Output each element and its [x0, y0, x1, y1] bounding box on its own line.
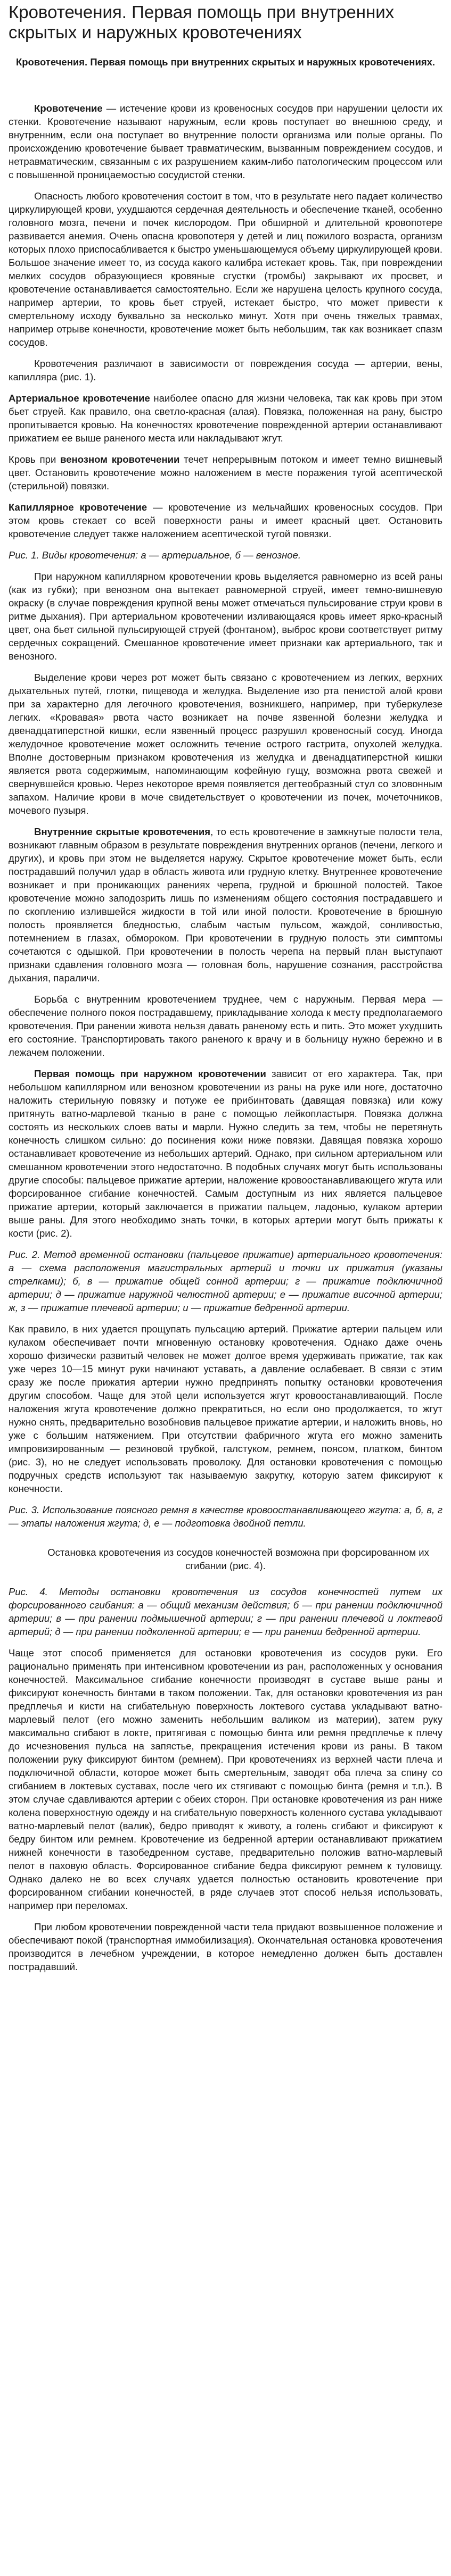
venous-before: Кровь при [9, 454, 61, 465]
hold-paragraph: Как правило, в них удается прощупать пульсацию артерий. Прижатие артерии пальцем или кулаком обеспечивает почти мгновенную остановку кровотечения. Однако даже очень хорошо физически развитый человек не может долгое время удерживать прижатие, так как уже через 10—15 минут руки начинают уставать, а давление ослабевает. В связи с этим сразу же после прижатия артерии нужно предпринять попытку остановки кровотечения другим способом. Чаще для этой цели используется жгут кровоостанавливающий. После наложения жгута кровотечение должно прекратиться, но если оно продолжается, то жгут нужно снять, предварительно возобновив пальцевое прижатие артерии, и наложить вновь, но уже с большим натяжением. При отсутствии фабричного жгута его можно заменить импровизированным — резиновой трубкой, галстуком, ремнем, поясом, платком, бинтом (рис. 3), но не следует использовать проволоку. Для остановки кровотечения с помощью подручных средств используют так называемую закрутку, которую затем фиксируют к конечности. [9, 1323, 442, 1494]
mixed-paragraph: При наружном капиллярном кровотечении кровь выделяется равномерно из всей раны (как из губки); при венозном она вытекает равномерной струей, имеет темно-вишневую окраску (в случае повреждения крупной вены может отмечаться пульсирование струи крови в ритме дыхания). При артериальном кровотечении изливающаяся кровь имеет ярко-красный цвет, она бьет сильной пульсирующей струей (фонтаном), выброс крови соответствует ритму сердечных сокращений. Смешанное кровотечение имеет признаки как артериального, так и венозного. [9, 571, 442, 662]
method-paragraph: Чаще этот способ применяется для остановки кровотечения из сосудов руки. Его рационально применять при интенсивном кровотечении из ран, расположенных у основания конечностей. Максимальное сгибание конечности производят в суставе выше раны и фиксируют конечность бинтами в таком положении. Так, для остановки кровотечения из ран предплечья и кисти на сгибательную поверхность локтевого сустава укладывают ватно-марлевый пелот (его можно заменить небольшим валиком из материи), затем руку максимально сгибают в локте, притягивая с помощью бинта или ремня предплечье к плечу до исчезновения пульса на запястье, прекращения истечения крови из раны. В таком положении руку фиксируют бинтом (ремнем). При кровотечениях из верхней части плеча и подключичной области, которое может быть смертельным, заводят оба плеча за спину со сгибанием в локтевых суставах, после чего их стягивают с помощью бинта (ремня и т.п.). В этом случае сдавливаются артерии с обеих сторон. При остановке кровотечения из ран ниже колена поверхностную одежду и на сгибательную поверхность коленного сустава укладывают ватно-марлевый пелот (валик), бедро приводят к животу, а голень сгибают и фиксируют к бедру бинтом или ремнем. Кровотечение из бедренной артерии останавливают прижатием нижней конечности в тазобедренном суставе, предварительно положив ватно-марлевый пелот в паховую область. Форсированное сгибание бедра фиксируют ремнем к туловищу. Однако далеко не во всех случаях удается полностью остановить кровотечение при форсированном сгибании конечностей, в ряде случаев этот способ нельзя использовать, например при переломах. [9, 1647, 442, 1911]
capillary-paragraph [9, 501, 442, 540]
forced-flexion-heading: Остановка кровотечения из сосудов конечностей возможна при форсированном их сгибании (рис. 4). [47, 1547, 429, 1571]
types-intro-paragraph: Кровотечения различают в зависимости от повреждения сосуда — артерии, вены, капилляра (рис. 1). [9, 358, 442, 382]
intro-paragraph [9, 102, 442, 181]
capillary-text: — кровотечение из мельчайших кровеносных сосудов. При этом кровь стекает со всей поверхности раны и имеет красный цвет. Остановить кровотечение следует также наложением асептической тугой повязки. [9, 502, 442, 539]
figure-3-caption: Рис. 3. Использование поясного ремня в качестве кровоостанавливающего жгута: а, б, в, г — этапы наложения жгута; д, е — подготовка двойной петли. [9, 1504, 442, 1529]
page-title: Кровотечения. Первая помощь при внутренних скрытых и наружных кровотечениях [9, 2, 395, 42]
figure-2-caption: Рис. 2. Метод временной остановки (пальцевое прижатие) артериального кровотечения: а — схема расположения магистральных артерий и точки их прижатия (указаны стрелками); б, в — прижатие общей сонной артерии; г — прижатие подключичной артерии; д — прижатие наружной челюстной артерии; е — прижатие височной артерии; ж, з — прижатие плечевой артерии; и — прижатие бедренной артерии. [9, 1249, 442, 1313]
danger-paragraph: Опасность любого кровотечения состоит в том, что в результате него падает количество циркулирующей крови, ухудшаются сердечная деятельность и обеспечение тканей, особенно головного мозга, печени и почек кислородом. При обширной и длительной кровопотере развивается анемия. Очень опасна кровопотеря у детей и лиц пожилого возраста, организм которых плохо приспосабливается к быстро уменьшающемуся объему циркулирующей крови. Большое значение имеет то, из сосуда какого калибра истекает кровь. Так, при повреждении мелких сосудов образующиеся кровяные сгустки (тромбы) закрывают их просвет, и кровотечение останавливается самостоятельно. Если же нарушена целость крупного сосуда, например артерии, то кровь бьет струей, истекает быстро, что может привести к смертельному исходу буквально за несколько минут. Хотя при очень тяжелых травмах, например отрыве конечности, кровотечение может быть небольшим, так как возникает спазм сосудов. [9, 190, 442, 348]
internal-term: Внутренние скрытые кровотечения [34, 826, 211, 837]
capillary-term: Капиллярное кровотечение [9, 502, 147, 513]
venous-paragraph [9, 453, 442, 493]
signs-paragraph: Выделение крови через рот может быть связано с кровотечением из легких, верхних дыхательных путей, глотки, пищевода и желудка. Выделение изо рта пенистой алой крови при за характерно для легочного кровотечения, возникшего, например, при туберкулезе легких. «Кровавая» рвота часто возникает на почве язвенной болезни желудка и двенадцатиперстной кишки, если язвенный процесс разрушил кровеносный сосуд. Иногда желудочное кровотечение может осложнить течение острого гастрита, опухолей желудка. Вполне достоверным признаком кровотечения из желудка и двенадцатиперстной кишки является рвота содержимым, напоминающим кофейную гущу, возможна рвота свежей и свернувшейся кровью. Через некоторое время появляется дегтеобразный стул со зловонным запахом. Наличие крови в моче свидетельствует о кровотечении из почек, мочеточников, мочевого пузыря. [9, 672, 442, 816]
first-aid-term: Первая помощь при наружном кровотечении [34, 1068, 266, 1079]
first-aid-text: зависит от его характера. Так, при небольшом капиллярном или венозном кровотечении из раны на руке или ноге, достаточно наложить стерильную повязку и потуже ее прибинтовать (давящая повязка) или кожу притянуть ватно-марлевой тканью в ране с помощью лейкопластыря. Повязка должна состоять из нескольких слоев ваты и марли. Нужно следить за тем, чтобы не перетянуть конечность слишком сильно: до посинения кожи ниже повязки. Давящая повязка хорошо останавливает кровотечение из небольших артерий. Однако, при сильном артериальном или смешанном кровотечении этого недостаточно. В подобных случаях могут быть использованы другие способы: пальцевое прижатие артерии, наложение кровоостанавливающего жгута или форсированное сгибание конечностей. Самым доступным из них является пальцевое прижатие артерии, который заключается в прижатии пальцем, ладонью, кулаком артерии выше раны. Для этого необходимо знать точки, в которых артерии могут быть прижаты к кости (рис. 2). [9, 1068, 442, 1239]
venous-term: венозном кровотечении [60, 454, 180, 465]
fight-paragraph: Борьба с внутренним кровотечением труднее, чем с наружным. Первая мера — обеспечение полного покоя пострадавшему, прикладывание холода к месту предполагаемого кровотечения. При ранении живота нельзя давать раненому есть и пить. Это может ухудшить его состояние. Транспортировать такого раненого к врачу и в больницу нужно бережно и в лежачем положении. [9, 994, 442, 1058]
arterial-term: Артериальное кровотечение [9, 393, 150, 404]
article-heading: Кровотечения. Первая помощь при внутренних скрытых и наружных кровотечениях. [15, 56, 436, 68]
venous-after: течет непрерывным потоком и имеет темно вишневый цвет. Остановить кровотечение можно наложением в месте поражения тугой асептической (стерильной) повязки. [9, 454, 442, 491]
article-body [9, 55, 442, 1973]
arterial-text: наиболее опасно для жизни человека, так как кровь при этом бьет струей. Как правило, она светло-красная (алая). Повязка, положенная на рану, быстро пропитывается кровью. На конечностях кровотечение поврежденной артерии останавливают прижатием ее выше раненого места или накладывают жгут. [9, 393, 442, 444]
transport-paragraph: При любом кровотечении поврежденной части тела придают возвышенное положение и обеспечивают покой (транспортная иммобилизация). Окончательная остановка кровотечения производится в лечебном учреждении, в которое немедленно должен быть доставлен пострадавший. [9, 1921, 442, 1972]
figure-4-caption: Рис. 4. Методы остановки кровотечения из сосудов конечностей путем их форсированного сгибания: а — общий механизм действия; б — при ранении подключичной артерии; в — при ранении подмышечной артерии; г — при ранении плечевой и локтевой артерий; д — при ранении подколенной артерии; е — при ранении бедренной артерии. [9, 1586, 442, 1637]
intro-text: — истечение крови из кровеносных сосудов при нарушении целости их стенки. Кровотечение называют наружным, если кровь поступает во внешнюю среду, и внутренним, если она поступает во внутренние полости организма или полые органы. По происхождению кровотечение бывает травматическим, вызванным повреждением сосудов, и нетравматическим, связанным с их разрушением каким-либо патологическим процессом или с повышенной проницаемостью сосудистой стенки. [9, 103, 442, 180]
intro-term: Кровотечение [34, 103, 103, 114]
internal-text: , то есть кровотечение в замкнутые полости тела, возникают главным образом в результате повреждения внутренних органов (печени, легкого и других), и кровь при этом не выделяется наружу. Скрытое кровотечение может быть, если пострадавший получил удар в область живота или грудную клетку. Внутреннее кровотечение возникает и при проникающих ранениях черепа, грудной и брюшной полостей. Такое кровотечение можно заподозрить лишь по изменениям общего состояния пострадавшего и по скоплению излившейся жидкости в той или иной полости. Кровотечение в брюшную полость проявляется бледностью, слабым частым пульсом, жаждой, сонливостью, потемнением в глазах, обмороком. При кровотечении в грудную полость эти симптомы сочетаются с одышкой. При кровотечении в полость черепа на первый план выступают признаки сдавления головного мозга — головная боль, нарушение сознания, расстройства дыхания, параличи. [9, 826, 442, 983]
arterial-paragraph [9, 391, 442, 445]
figure-1-caption: Рис. 1. Виды кровотечения: а — артериальное, б — венозное. [9, 549, 301, 561]
first-aid-paragraph [9, 1067, 442, 1240]
internal-paragraph [9, 825, 442, 985]
